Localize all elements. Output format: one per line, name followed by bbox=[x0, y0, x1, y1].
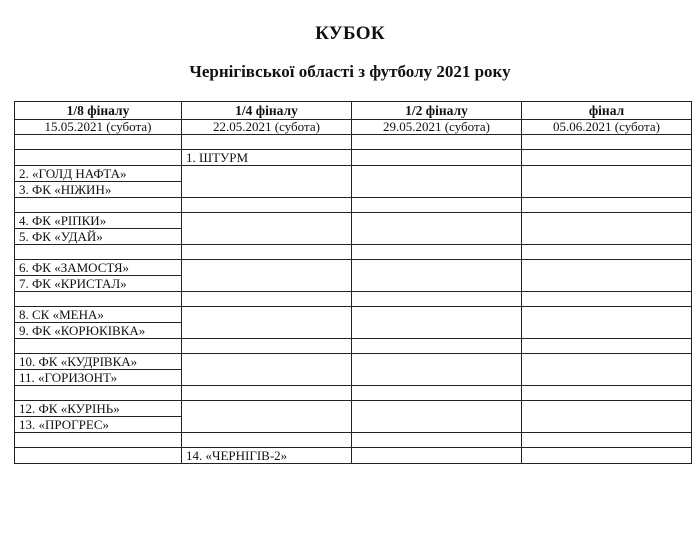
match-row bbox=[15, 354, 692, 370]
team-cell: 10. ФК «КУДРІВКА» bbox=[15, 354, 182, 370]
team-cell: 11. «ГОРИЗОНТ» bbox=[15, 370, 182, 386]
round-date-1-2: 29.05.2021 (субота) bbox=[352, 120, 522, 135]
spacer-row bbox=[15, 292, 692, 307]
team-cell: 13. «ПРОГРЕС» bbox=[15, 417, 182, 433]
match-row bbox=[15, 401, 692, 417]
spacer-row bbox=[15, 198, 692, 213]
team-cell: 6. ФК «ЗАМОСТЯ» bbox=[15, 260, 182, 276]
cup-bracket-table bbox=[14, 101, 692, 464]
match-row bbox=[15, 260, 692, 276]
round-header-row bbox=[15, 102, 692, 120]
round-name-final: фінал bbox=[522, 102, 692, 120]
round-name-1-2: 1/2 фіналу bbox=[352, 102, 522, 120]
spacer-row bbox=[15, 433, 692, 448]
match-row bbox=[15, 166, 692, 182]
team-cell: 5. ФК «УДАЙ» bbox=[15, 229, 182, 245]
spacer-row bbox=[15, 339, 692, 354]
bye-team-top: 1. ШТУРМ bbox=[182, 150, 352, 166]
bye-top-row bbox=[15, 150, 692, 166]
spacer-row bbox=[15, 245, 692, 260]
team-cell: 2. «ГОЛД НАФТА» bbox=[15, 166, 182, 182]
team-cell: 12. ФК «КУРІНЬ» bbox=[15, 401, 182, 417]
round-date-1-8: 15.05.2021 (субота) bbox=[15, 120, 182, 135]
team-cell: 7. ФК «КРИСТАЛ» bbox=[15, 276, 182, 292]
page-subtitle: Чернігівської області з футболу 2021 року bbox=[189, 62, 511, 81]
team-cell: 9. ФК «КОРЮКІВКА» bbox=[15, 323, 182, 339]
round-name-1-8: 1/8 фіналу bbox=[15, 102, 182, 120]
round-date-final: 05.06.2021 (субота) bbox=[522, 120, 692, 135]
bye-bottom-row bbox=[15, 448, 692, 464]
team-cell: 3. ФК «НІЖИН» bbox=[15, 182, 182, 198]
team-cell: 4. ФК «РІПКИ» bbox=[15, 213, 182, 229]
team-cell: 8. СК «МЕНА» bbox=[15, 307, 182, 323]
round-name-1-4: 1/4 фіналу bbox=[182, 102, 352, 120]
spacer-row bbox=[15, 135, 692, 150]
round-date-row bbox=[15, 120, 692, 135]
bye-team-bottom: 14. «ЧЕРНІГІВ-2» bbox=[182, 448, 352, 464]
match-row bbox=[15, 307, 692, 323]
round-date-1-4: 22.05.2021 (субота) bbox=[182, 120, 352, 135]
spacer-row bbox=[15, 386, 692, 401]
match-row bbox=[15, 213, 692, 229]
page-title: КУБОК bbox=[315, 23, 385, 44]
